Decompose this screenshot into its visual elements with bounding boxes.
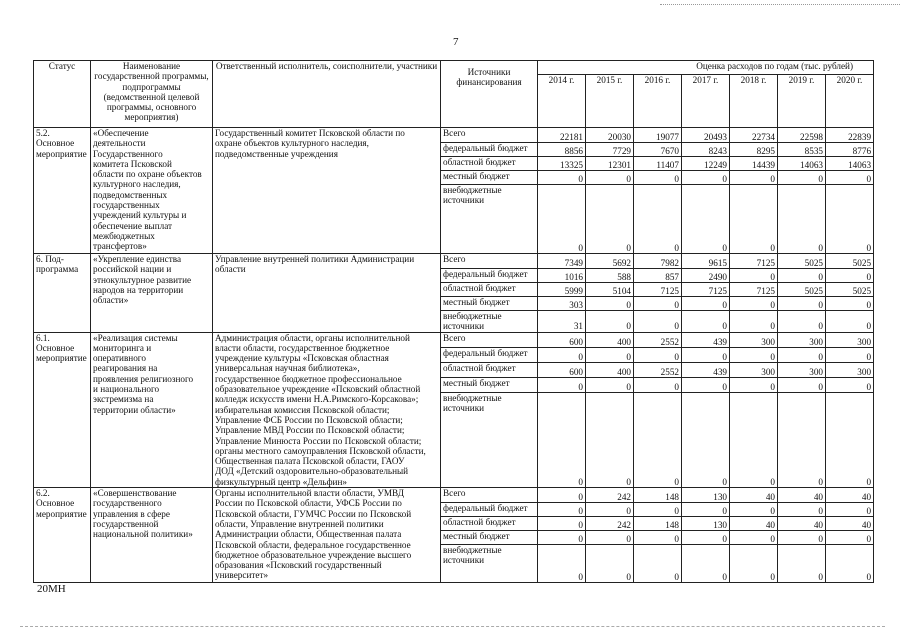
amount-cell: 0 — [730, 348, 778, 363]
amount-cell: 19077 — [634, 128, 682, 143]
amount-cell: 0 — [538, 517, 586, 531]
amount-cell: 0 — [538, 348, 586, 363]
amount-cell: 0 — [634, 185, 682, 254]
amount-cell: 0 — [682, 503, 730, 517]
amount-cell: 40 — [730, 488, 778, 503]
amount-cell: 0 — [586, 545, 634, 583]
amount-cell: 0 — [586, 392, 634, 487]
source-label: областной бюджет — [441, 283, 538, 297]
amount-cell: 0 — [826, 311, 874, 333]
amount-cell: 0 — [778, 531, 826, 545]
amount-cell: 0 — [730, 378, 778, 393]
amount-cell: 0 — [682, 531, 730, 545]
amount-cell: 0 — [826, 545, 874, 583]
amount-cell: 0 — [778, 392, 826, 487]
amount-cell: 12301 — [586, 157, 634, 171]
amount-cell: 5025 — [778, 283, 826, 297]
amount-cell: 40 — [826, 488, 874, 503]
amount-cell: 0 — [634, 531, 682, 545]
amount-cell: 0 — [778, 185, 826, 254]
amount-cell: 600 — [538, 332, 586, 348]
amount-cell: 0 — [634, 297, 682, 311]
amount-cell: 2552 — [634, 332, 682, 348]
source-label: Всего — [441, 254, 538, 269]
amount-cell: 7729 — [586, 143, 634, 157]
amount-cell: 14439 — [730, 157, 778, 171]
amount-cell: 400 — [586, 332, 634, 348]
amount-cell: 0 — [826, 171, 874, 185]
amount-cell: 0 — [682, 378, 730, 393]
amount-cell: 2490 — [682, 269, 730, 283]
amount-cell: 14063 — [826, 157, 874, 171]
amount-cell: 9615 — [682, 254, 730, 269]
amount-cell: 0 — [538, 488, 586, 503]
section-executor: Органы исполнительной власти области, УМВД России по Псковской области, УФСБ России по Псковской области, ГУМЧС России по Псковской области, Управление внутренней политики Администрации области, Общественная палата Псковской области, федеральное государственное бюджетное образовательное учреждение высшего образования «Псковский государственный университет» — [213, 488, 441, 583]
source-label: федеральный бюджет — [441, 269, 538, 283]
amount-cell: 0 — [730, 311, 778, 333]
amount-cell: 8243 — [682, 143, 730, 157]
section-name: «Обеспечение деятельности Государственного комитета Псковской области по охране объектов культурного наследия, подведомственных государственных учреждений культуры и обеспечение выплат межбюджетных трансфертов» — [91, 128, 213, 254]
header-year: 2015 г. — [586, 75, 634, 128]
amount-cell: 0 — [538, 531, 586, 545]
source-label: внебюджетные источники — [441, 392, 538, 487]
amount-cell: 300 — [730, 332, 778, 348]
amount-cell: 40 — [730, 517, 778, 531]
amount-cell: 0 — [682, 392, 730, 487]
amount-cell: 300 — [778, 332, 826, 348]
section-executor: Администрация области, органы исполнительной власти области, государственное бюджетное учреждение культуры «Псковская областная универсальная научная библиотека», государственное бюджетное профессиональное образовательное учреждение «Псковский областной колледж искусств имени Н.А.Римского-Корсакова»; избирательная комиссия Псковской области; Управление ФСБ России по Псковской области; Управление МВД России по Псковской области; Управление Минюста России по Псковской области; органы местного самоуправления Псковской области, Общественная палата Псковской области, ГАОУ ДОД «Детский оздоровительно-образовательный физкультурный центр «Дельфин» — [213, 332, 441, 487]
amount-cell: 0 — [778, 269, 826, 283]
section-name: «Совершенствование государственного управления в сфере государственной национальной политики» — [91, 488, 213, 583]
amount-cell: 2552 — [634, 363, 682, 378]
amount-cell: 0 — [634, 392, 682, 487]
amount-cell: 130 — [682, 517, 730, 531]
header-sources: Источники финансирования — [441, 61, 538, 128]
amount-cell: 0 — [778, 171, 826, 185]
section-status: 6.2. Основное мероприятие — [34, 488, 91, 583]
source-label: областной бюджет — [441, 363, 538, 378]
amount-cell: 0 — [826, 392, 874, 487]
amount-cell: 20493 — [682, 128, 730, 143]
table-row — [34, 488, 874, 503]
page-number: 7 — [453, 36, 459, 48]
amount-cell: 0 — [682, 545, 730, 583]
amount-cell: 8295 — [730, 143, 778, 157]
amount-cell: 0 — [826, 269, 874, 283]
amount-cell: 0 — [634, 378, 682, 393]
source-label: местный бюджет — [441, 378, 538, 393]
amount-cell: 300 — [826, 332, 874, 348]
table-row — [34, 254, 874, 269]
amount-cell: 439 — [682, 332, 730, 348]
header-status: Статус — [34, 61, 91, 128]
amount-cell: 13325 — [538, 157, 586, 171]
amount-cell: 0 — [682, 185, 730, 254]
source-label: Всего — [441, 128, 538, 143]
budget-table — [33, 60, 874, 583]
source-label: федеральный бюджет — [441, 143, 538, 157]
table-row — [34, 332, 874, 348]
amount-cell: 7125 — [634, 283, 682, 297]
amount-cell: 439 — [682, 363, 730, 378]
amount-cell: 0 — [586, 185, 634, 254]
amount-cell: 0 — [826, 503, 874, 517]
amount-cell: 148 — [634, 517, 682, 531]
amount-cell: 0 — [826, 531, 874, 545]
source-label: внебюджетные источники — [441, 185, 538, 254]
amount-cell: 14063 — [778, 157, 826, 171]
amount-cell: 5692 — [586, 254, 634, 269]
amount-cell: 0 — [730, 297, 778, 311]
section-status: 6. Под- программа — [34, 254, 91, 333]
amount-cell: 0 — [538, 378, 586, 393]
top-scan-edge — [660, 4, 900, 5]
amount-cell: 5025 — [826, 254, 874, 269]
section-status: 5.2. Основное мероприятие — [34, 128, 91, 254]
amount-cell: 8776 — [826, 143, 874, 157]
amount-cell: 5999 — [538, 283, 586, 297]
amount-cell: 7982 — [634, 254, 682, 269]
amount-cell: 300 — [730, 363, 778, 378]
amount-cell: 8535 — [778, 143, 826, 157]
table-row — [34, 128, 874, 143]
amount-cell: 0 — [586, 171, 634, 185]
amount-cell: 7125 — [730, 254, 778, 269]
amount-cell: 0 — [730, 503, 778, 517]
amount-cell: 7349 — [538, 254, 586, 269]
amount-cell: 40 — [778, 517, 826, 531]
amount-cell: 5104 — [586, 283, 634, 297]
amount-cell: 242 — [586, 488, 634, 503]
amount-cell: 0 — [538, 503, 586, 517]
source-label: местный бюджет — [441, 297, 538, 311]
section-name: «Укрепление единства российской нации и этнокультурное развитие народов на территории области» — [91, 254, 213, 333]
header-executor: Ответственный исполнитель, соисполнители, участники — [213, 61, 441, 128]
amount-cell: 588 — [586, 269, 634, 283]
header-estimate: Оценка расходов по годам (тыс. рублей) — [538, 61, 874, 75]
amount-cell: 0 — [586, 348, 634, 363]
bottom-scan-edge — [20, 626, 885, 627]
source-label: федеральный бюджет — [441, 348, 538, 363]
amount-cell: 8856 — [538, 143, 586, 157]
source-label: областной бюджет — [441, 517, 538, 531]
amount-cell: 0 — [826, 185, 874, 254]
source-label: внебюджетные источники — [441, 545, 538, 583]
amount-cell: 0 — [538, 185, 586, 254]
amount-cell: 0 — [634, 311, 682, 333]
amount-cell: 0 — [634, 171, 682, 185]
amount-cell: 242 — [586, 517, 634, 531]
amount-cell: 0 — [778, 503, 826, 517]
source-label: Всего — [441, 332, 538, 348]
header-program-name: Наименование государственной программы, подпрограммы (ведомственной целевой программы, основного мероприятия) — [91, 61, 213, 128]
section-executor: Управление внутренней политики Администрации области — [213, 254, 441, 333]
source-label: внебюджетные источники — [441, 311, 538, 333]
amount-cell: 0 — [730, 171, 778, 185]
footer-code: 20МН — [37, 583, 66, 595]
amount-cell: 0 — [826, 297, 874, 311]
amount-cell: 0 — [730, 531, 778, 545]
amount-cell: 0 — [586, 531, 634, 545]
header-year: 2017 г. — [682, 75, 730, 128]
amount-cell: 22734 — [730, 128, 778, 143]
amount-cell: 0 — [538, 392, 586, 487]
amount-cell: 400 — [586, 363, 634, 378]
amount-cell: 0 — [826, 348, 874, 363]
amount-cell: 148 — [634, 488, 682, 503]
amount-cell: 303 — [538, 297, 586, 311]
amount-cell: 0 — [634, 503, 682, 517]
amount-cell: 5025 — [778, 254, 826, 269]
amount-cell: 7125 — [682, 283, 730, 297]
amount-cell: 40 — [778, 488, 826, 503]
amount-cell: 0 — [778, 545, 826, 583]
source-label: местный бюджет — [441, 531, 538, 545]
source-label: Всего — [441, 488, 538, 503]
amount-cell: 7670 — [634, 143, 682, 157]
amount-cell: 0 — [682, 171, 730, 185]
amount-cell: 31 — [538, 311, 586, 333]
amount-cell: 0 — [586, 378, 634, 393]
amount-cell: 0 — [586, 503, 634, 517]
source-label: федеральный бюджет — [441, 503, 538, 517]
amount-cell: 20030 — [586, 128, 634, 143]
amount-cell: 0 — [778, 378, 826, 393]
source-label: областной бюджет — [441, 157, 538, 171]
amount-cell: 300 — [826, 363, 874, 378]
amount-cell: 0 — [730, 185, 778, 254]
section-executor: Государственный комитет Псковской области по охране объектов культурного наследия, подведомственные учреждения — [213, 128, 441, 254]
amount-cell: 300 — [778, 363, 826, 378]
amount-cell: 0 — [778, 348, 826, 363]
amount-cell: 0 — [778, 297, 826, 311]
header-year: 2018 г. — [730, 75, 778, 128]
amount-cell: 0 — [826, 378, 874, 393]
header-year: 2014 г. — [538, 75, 586, 128]
amount-cell: 0 — [586, 297, 634, 311]
amount-cell: 0 — [538, 545, 586, 583]
amount-cell: 0 — [730, 269, 778, 283]
header-year: 2016 г. — [634, 75, 682, 128]
section-name: «Реализация системы мониторинга и оперативного реагирования на проявления религиозного и национального экстремизма на территории области» — [91, 332, 213, 487]
amount-cell: 11407 — [634, 157, 682, 171]
amount-cell: 0 — [778, 311, 826, 333]
amount-cell: 130 — [682, 488, 730, 503]
amount-cell: 22181 — [538, 128, 586, 143]
amount-cell: 22598 — [778, 128, 826, 143]
amount-cell: 0 — [682, 297, 730, 311]
header-year: 2020 г. — [826, 75, 874, 128]
amount-cell: 0 — [730, 392, 778, 487]
source-label: местный бюджет — [441, 171, 538, 185]
amount-cell: 0 — [634, 545, 682, 583]
header-year: 2019 г. — [778, 75, 826, 128]
amount-cell: 0 — [538, 171, 586, 185]
amount-cell: 22839 — [826, 128, 874, 143]
amount-cell: 1016 — [538, 269, 586, 283]
amount-cell: 0 — [634, 348, 682, 363]
amount-cell: 7125 — [730, 283, 778, 297]
amount-cell: 0 — [730, 545, 778, 583]
amount-cell: 0 — [586, 311, 634, 333]
amount-cell: 600 — [538, 363, 586, 378]
amount-cell: 0 — [682, 348, 730, 363]
amount-cell: 857 — [634, 269, 682, 283]
amount-cell: 0 — [682, 311, 730, 333]
amount-cell: 12249 — [682, 157, 730, 171]
section-status: 6.1. Основное мероприятие — [34, 332, 91, 487]
amount-cell: 40 — [826, 517, 874, 531]
amount-cell: 5025 — [826, 283, 874, 297]
